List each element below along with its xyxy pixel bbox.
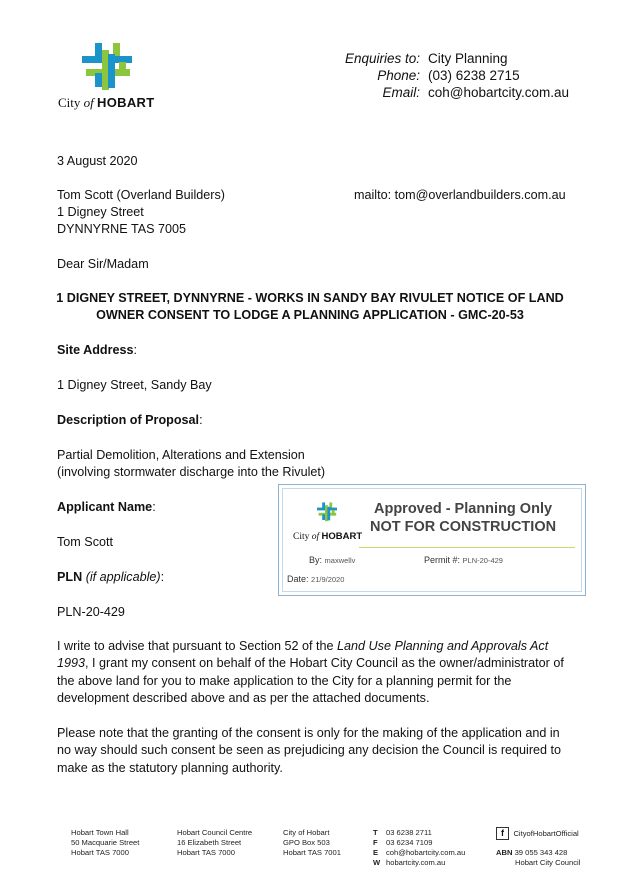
pln-label-text: PLN [57,570,83,584]
letter-date: 3 August 2020 [57,154,138,168]
footer-line: Hobart TAS 7000 [177,848,235,857]
applicant-label-text: Applicant Name [57,500,153,514]
description-label-text: Description of Proposal [57,413,200,427]
footer-email-label: E [373,848,379,857]
pln-label: PLN (if applicable): [57,570,165,584]
logo-mark-icon [57,42,167,92]
recipient-street: 1 Digney Street [57,205,144,219]
footer-social [496,825,579,843]
enquiries-label: Enquiries to: [344,51,420,66]
stamp-by [309,555,355,565]
salutation: Dear Sir/Madam [57,257,149,271]
stamp-date-value: 21/9/2020 [311,575,345,584]
footer-line: GPO Box 503 [283,838,330,847]
footer-line: 50 Macquarie Street [71,838,140,847]
stamp-by-value: maxwellv [324,556,356,565]
abn-value: 39 055 343 428 [514,848,568,857]
logo-text-hobart: HOBART [97,95,155,110]
footer-fax: 03 6234 7109 [386,838,433,847]
pln-note: (if applicable) [85,570,161,584]
stamp-date [287,574,344,584]
applicant-label: Applicant Name: [57,500,156,514]
paragraph-note: Please note that the granting of the consent is only for the making of the application and in no way should such consent be seen as prejudicing any decision the Council is required to make as the statutory planning authority. [57,726,562,775]
stamp-line2: NOT FOR CONSTRUCTION [370,519,557,535]
footer-line: 16 Elizabeth Street [177,838,242,847]
approval-stamp [278,484,586,596]
footer-line: Hobart Town Hall [71,828,129,837]
description-line2: (involving stormwater discharge into the Rivulet) [57,465,326,479]
enquiries-value: City Planning [428,51,508,66]
footer-line: Hobart TAS 7000 [71,848,129,857]
description-line1: Partial Demolition, Alterations and Extension [57,448,305,462]
stamp-logo-city: City [293,532,310,542]
site-address-label-text: Site Address [57,343,134,357]
footer-col-town-hall [71,828,139,858]
stamp-permit-value: PLN-20-429 [462,556,503,565]
paragraph-consent [57,638,577,707]
stamp-date-label: Date: [287,574,309,584]
footer-line: City of Hobart [283,828,330,837]
footer-fax-label: F [373,838,378,847]
footer-web[interactable]: hobartcity.com.au [386,858,446,867]
stamp-permit [424,555,503,565]
paragraph-consent-act: Land Use Planning and Approvals Act 1993 [57,639,549,671]
logo-text-city: City [58,95,81,110]
stamp-line1: Approved - Planning Only [374,501,553,517]
footer-phone: 03 6238 2711 [386,828,432,837]
site-address-label: Site Address: [57,343,138,357]
stamp-rule [359,547,575,548]
recipient-mailto[interactable]: mailto: tom@overlandbuilders.com.au [354,188,566,202]
footer-abn [496,848,580,868]
abn-label: ABN [496,848,513,857]
footer-phone-label: T [373,828,378,837]
pln-value: PLN-20-429 [57,605,125,619]
footer-col-postal [283,828,341,858]
stamp-logo-of: of [311,532,320,542]
description-label: Description of Proposal: [57,413,203,427]
email-value: coh@hobartcity.com.au [428,85,570,100]
paragraph-consent-a: I write to advise that pursuant to Section 52 of the [57,639,338,653]
council-name: Hobart City Council [515,858,581,867]
recipient-name: Tom Scott (Overland Builders) [57,188,225,202]
footer-line: Hobart TAS 7001 [283,848,341,857]
phone-value: (03) 6238 2715 [428,68,520,83]
footer-col-council-centre [177,828,252,858]
email-label: Email: [382,85,420,100]
city-of-hobart-logo [57,42,167,112]
letter-heading-line1: 1 DIGNEY STREET, DYNNYRNE - WORKS IN SANDY BAY RIVULET NOTICE OF LAND [56,291,564,305]
footer-contacts [373,828,465,868]
footer-web-label: W [373,858,381,867]
stamp-logo-hobart: HOBART [321,531,363,542]
stamp-permit-label: Permit #: [424,555,461,565]
facebook-icon[interactable]: f [496,827,509,840]
footer-line: Hobart Council Centre [177,828,253,837]
phone-label: Phone: [377,68,420,83]
facebook-handle[interactable]: CityofHobartOfficial [513,828,579,838]
stamp-logo-mark-icon [307,495,351,529]
paragraph-consent-b: , I grant my consent on behalf of the Hobart City Council as the owner/administrator of the above land for you to make application to the City for a planning permit for the development described above and as per the attached documents. [57,656,564,705]
applicant-value: Tom Scott [57,535,113,549]
site-address-value: 1 Digney Street, Sandy Bay [57,378,212,392]
logo-text-of: of [83,95,94,110]
recipient-suburb: DYNNYRNE TAS 7005 [57,222,187,236]
footer-email[interactable]: coh@hobartcity.com.au [386,848,466,857]
letter-heading-line2: OWNER CONSENT TO LODGE A PLANNING APPLICATION - GMC-20-53 [96,308,524,322]
stamp-by-label: By: [309,555,323,565]
